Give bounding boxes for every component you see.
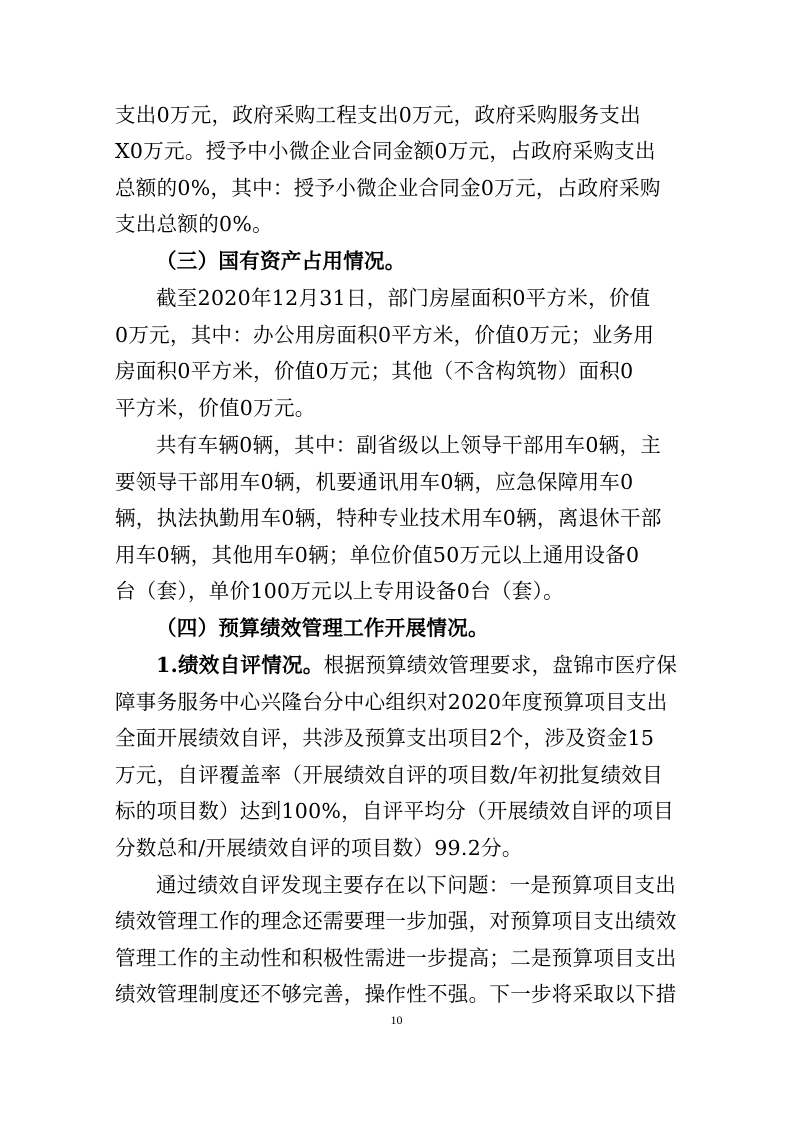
body-line: 用车0辆，其他用车0辆；单位价值50万元以上通用设备0 — [115, 543, 640, 567]
body-line: 支出总额的0%。 — [115, 212, 273, 236]
body-line: 标的项目数）达到100%，自评平均分（开展绩效自评的项目 — [115, 799, 675, 823]
subheading-self-evaluation: 1.绩效自评情况。 — [156, 653, 324, 677]
page-number: 10 — [390, 1013, 403, 1027]
body-line: 支出0万元，政府采购工程支出0万元，政府采购服务支出 — [115, 103, 641, 127]
body-line: 全面开展绩效自评，共涉及预算支出项目2个，涉及资金15 — [115, 726, 655, 750]
body-line: 万元，自评覆盖率（开展绩效自评的项目数/年初批复绩效目 — [115, 763, 664, 787]
section-heading-3: （三）国有资产占用情况。 — [156, 249, 406, 273]
body-line: X0万元。授予中小微企业合同金额0万元，占政府采购支出 — [115, 139, 656, 163]
body-line: 通过绩效自评发现主要存在以下问题：一是预算项目支出 — [156, 873, 676, 897]
body-line: 绩效管理制度还不够完善，操作性不强。下一步将采取以下措 — [115, 982, 677, 1006]
body-line: 台（套），单价100万元以上专用设备0台（套）。 — [115, 579, 564, 603]
body-line: 障事务服务中心兴隆台分中心组织对2020年度预算项目支出 — [115, 690, 668, 714]
body-line: 绩效管理工作的理念还需要理一步加强，对预算项目支出绩效 — [115, 909, 677, 933]
body-line: 房面积0平方米，价值0万元；其他（不含构筑物）面积0 — [115, 359, 634, 383]
body-line: 辆，执法执勤用车0辆，特种专业技术用车0辆，离退休干部 — [115, 506, 662, 530]
body-text: 根据预算绩效管理要求，盘锦市医疗保 — [323, 653, 678, 677]
body-line: 分数总和/开展绩效自评的项目数）99.2分。 — [115, 836, 523, 860]
body-line: 总额的0%，其中：授予小微企业合同金0万元，占政府采购 — [115, 176, 661, 200]
body-line: 共有车辆0辆，其中：副省级以上领导干部用车0辆，主 — [156, 433, 662, 457]
body-line: 要领导干部用车0辆，机要通讯用车0辆，应急保障用车0 — [115, 470, 634, 494]
body-line: 0万元，其中：办公用房面积0平方米，价值0万元；业务用 — [115, 323, 655, 347]
body-line: 平方米，价值0万元。 — [115, 396, 316, 420]
body-line — [156, 647, 686, 683]
section-heading-4: （四）预算绩效管理工作开展情况。 — [156, 616, 489, 640]
body-line: 截至2020年12月31日，部门房屋面积0平方米，价值 — [156, 286, 651, 310]
body-line: 管理工作的主动性和积极性需进一步提高；二是预算项目支出 — [115, 946, 677, 970]
